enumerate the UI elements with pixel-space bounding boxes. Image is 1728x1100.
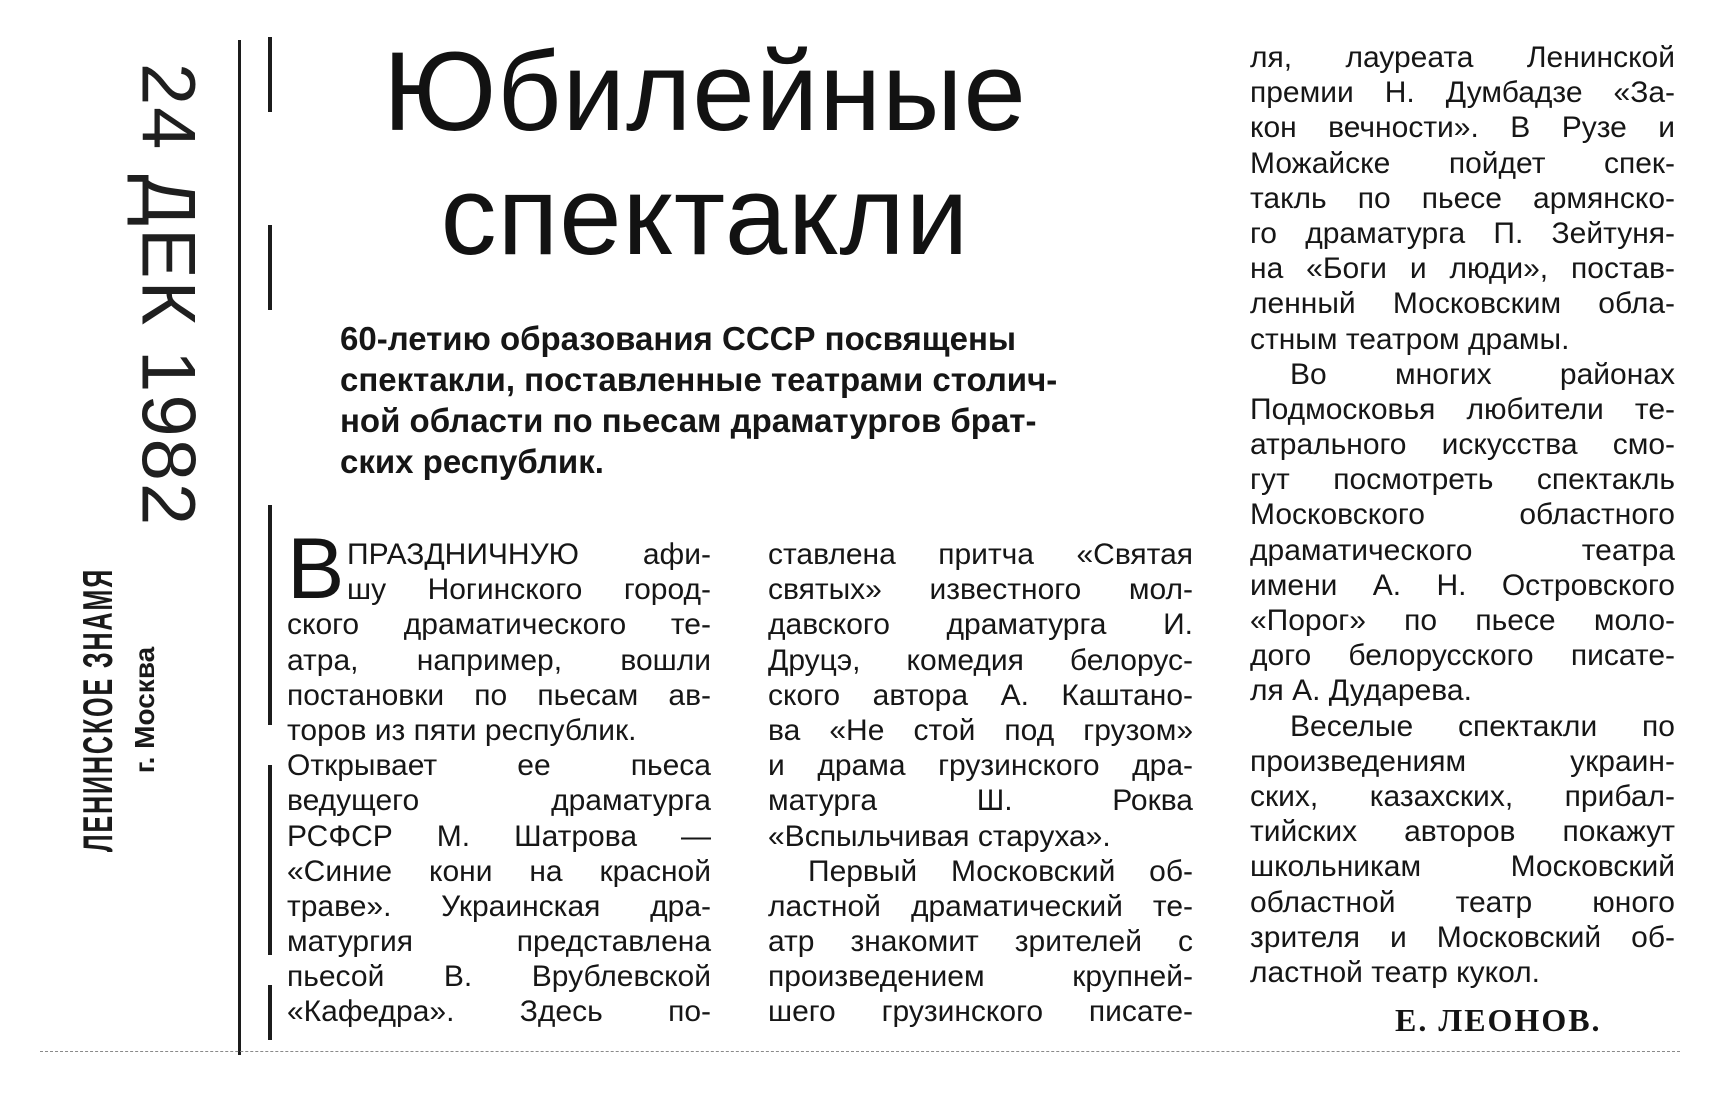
text-line: «Синие кони на красной	[287, 854, 711, 888]
author-signature: Е. ЛЕОНОВ.	[1395, 1002, 1602, 1038]
text-line: ластной драматический те-	[768, 889, 1193, 923]
text-line: Во многих районах	[1290, 357, 1675, 391]
text-line: ского автора А. Каштано-	[768, 678, 1193, 712]
body-column-2	[768, 537, 1193, 1030]
text-line: областной театр юного	[1250, 885, 1675, 919]
text-line: матургия представлена	[287, 925, 711, 959]
article-title	[255, 30, 1155, 278]
text-line: зрителя и Московский об-	[1250, 920, 1675, 954]
lead-line: 60-летию образования СССР посвящены	[340, 320, 1017, 357]
text-line: матурга Ш. Роква	[768, 784, 1193, 818]
text-line: РСФСР М. Шатрова —	[287, 819, 711, 853]
text-line: шего грузинского писате-	[768, 995, 1193, 1029]
body-column-1	[287, 521, 711, 1030]
text-line: на «Боги и люди», постав-	[1250, 252, 1675, 286]
text-line: произведениям украин-	[1250, 744, 1675, 778]
drop-cap: В	[287, 521, 345, 617]
text-line: ля А. Дударева.	[1250, 674, 1472, 708]
text-line: ПРАЗДНИЧНУЮ афи-	[347, 538, 711, 571]
city-label: г. Москва	[129, 646, 160, 774]
column-rule	[238, 40, 241, 1055]
text-line: Открывает ее пьеса	[287, 749, 711, 783]
text-line: «Вспыльчивая старуха».	[768, 819, 1111, 853]
text-line: пьесой В. Врублевской	[287, 960, 711, 994]
rule-segment	[268, 765, 272, 955]
text-line: ля, лауреата Ленинской	[1250, 41, 1675, 74]
lead-line: ной области по пьесам драматургов брат-	[340, 402, 1037, 439]
text-line: ленный Московским обла-	[1250, 287, 1675, 321]
text-line: кон вечности». В Рузе и	[1250, 111, 1675, 145]
text-line: произведением крупней-	[768, 960, 1193, 994]
text-line: ских, казахских, прибал-	[1250, 779, 1675, 813]
text-line: атрального искусства смо-	[1250, 428, 1675, 462]
cut-line	[40, 1051, 1680, 1052]
text-line: атр знакомит зрителей с	[768, 925, 1193, 959]
text-line: тийских авторов покажут	[1250, 815, 1675, 849]
text-line: святых» известного мол-	[768, 573, 1193, 607]
text-line: и драма грузинского дра-	[768, 749, 1193, 783]
text-line: ва «Не стой под грузом»	[768, 713, 1193, 747]
text-line: ластной театр кукол.	[1250, 955, 1540, 989]
text-line: гут посмотреть спектакль	[1250, 463, 1675, 497]
date-stamp: 24 ДЕК 1982	[125, 62, 211, 528]
text-line: го драматурга П. Зейтуня-	[1250, 216, 1675, 250]
text-line: торов из пяти республик.	[287, 713, 637, 747]
body-column-3	[1250, 40, 1675, 990]
title-line: Юбилейные	[383, 29, 1027, 154]
text-line: атра, например, вошли	[287, 643, 711, 677]
text-line: дого белорусского писате-	[1250, 639, 1675, 673]
text-line: школьникам Московский	[1250, 850, 1675, 884]
text-line: премии Н. Думбадзе «За-	[1250, 76, 1675, 110]
text-line: имени А. Н. Островского	[1250, 568, 1675, 602]
text-line: «Порог» по пьесе моло-	[1250, 604, 1675, 637]
newspaper-name: ЛЕНИНСКОЕ ЗНАМЯ	[74, 567, 121, 853]
text-line: давского драматурга И.	[768, 608, 1193, 642]
text-line: траве». Украинская дра-	[287, 889, 711, 923]
text-line: Московского областного	[1250, 498, 1675, 532]
text-line: драматического театра	[1250, 533, 1675, 567]
text-line: ведущего драматурга	[287, 784, 711, 818]
lead-line: спектакли, поставленные театрами столич-	[340, 361, 1058, 398]
text-line: такль по пьесе армянско-	[1250, 181, 1675, 215]
text-line: стным театром драмы.	[1250, 322, 1570, 356]
text-line: «Кафедра». Здесь по-	[287, 995, 711, 1029]
rule-segment	[268, 505, 272, 725]
article-lead	[340, 318, 1200, 482]
text-line: Первый Московский об-	[808, 854, 1193, 888]
text-line: Веселые спектакли по	[1290, 709, 1675, 743]
text-line: ского драматического те-	[287, 608, 711, 642]
text-line: Друцэ, комедия белорус-	[768, 643, 1193, 677]
text-line: Подмосковья любители те-	[1250, 392, 1675, 426]
title-line: спектакли	[440, 153, 970, 278]
lead-line: ских республик.	[340, 443, 604, 480]
text-line: постановки по пьесам ав-	[287, 678, 711, 712]
text-line: Можайске пойдет спек-	[1250, 146, 1675, 180]
text-line: ставлена притча «Святая	[768, 538, 1193, 571]
text-line: шу Ногинского город-	[347, 573, 711, 607]
rule-segment	[268, 985, 272, 1040]
